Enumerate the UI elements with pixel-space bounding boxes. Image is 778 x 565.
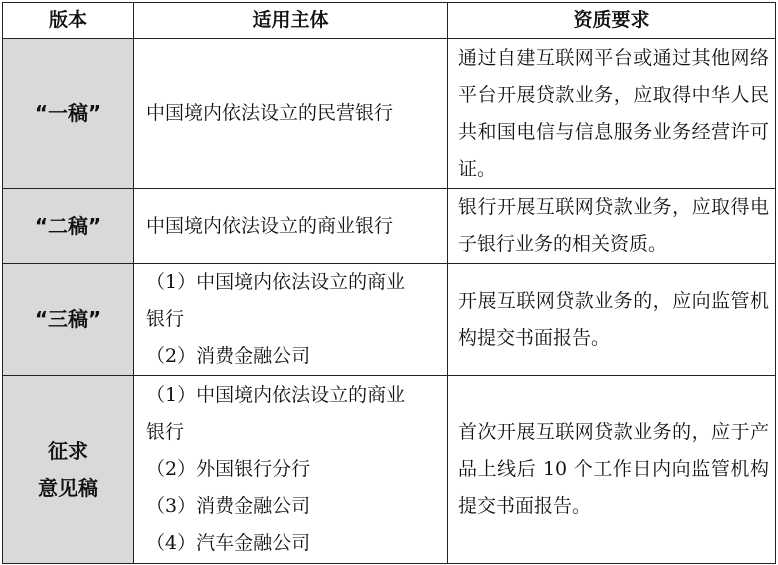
requirement-cell: 开展互联网贷款业务的，应向监管机构提交书面报告。 bbox=[448, 264, 776, 376]
entity-line: （1）中国境内依法设立的商业 bbox=[146, 271, 406, 293]
header-requirement: 资质要求 bbox=[448, 3, 776, 39]
entity-line: 银行 bbox=[146, 421, 185, 443]
version-label: “一稿” bbox=[34, 101, 102, 125]
entity-line: （3）消费金融公司 bbox=[146, 495, 311, 517]
version-label: “三稿” bbox=[34, 307, 102, 331]
version-cell bbox=[3, 39, 134, 189]
requirement-cell: 通过自建互联网平台或通过其他网络平台开展贷款业务，应取得中华人民共和国电信与信息服务业务经营许可证。 bbox=[448, 39, 776, 189]
entity-cell bbox=[134, 39, 448, 189]
header-version: 版本 bbox=[3, 3, 134, 39]
header-row bbox=[3, 3, 776, 39]
table-row bbox=[3, 189, 776, 264]
version-label: “二稿” bbox=[34, 213, 102, 238]
entity-line: （2）消费金融公司 bbox=[146, 345, 311, 367]
entity-cell bbox=[134, 264, 448, 376]
requirement-cell: 银行开展互联网贷款业务，应取得电子银行业务的相关资质。 bbox=[448, 189, 776, 264]
version-cell bbox=[3, 264, 134, 376]
entity-line: （4）汽车金融公司 bbox=[146, 532, 311, 554]
entity-line: （2）外国银行分行 bbox=[146, 458, 311, 480]
qualification-table bbox=[2, 2, 776, 564]
entity-line: 中国境内依法设立的民营银行 bbox=[146, 102, 394, 124]
requirement-cell: 首次开展互联网贷款业务的，应于产品上线后 10 个工作日内向监管机构提交书面报告。 bbox=[448, 376, 776, 564]
version-cell bbox=[3, 189, 134, 264]
entity-cell bbox=[134, 189, 448, 264]
version-label: 意见稿 bbox=[38, 475, 98, 500]
version-cell bbox=[3, 376, 134, 564]
header-entity: 适用主体 bbox=[134, 3, 448, 39]
entity-line: （1）中国境内依法设立的商业 bbox=[146, 384, 406, 406]
entity-line: 中国境内依法设立的商业银行 bbox=[146, 214, 394, 237]
entity-line: 银行 bbox=[146, 308, 185, 330]
table-row bbox=[3, 264, 776, 376]
entity-cell bbox=[134, 376, 448, 564]
version-label: 征求 bbox=[48, 438, 88, 463]
table-row bbox=[3, 376, 776, 564]
table-row bbox=[3, 39, 776, 189]
